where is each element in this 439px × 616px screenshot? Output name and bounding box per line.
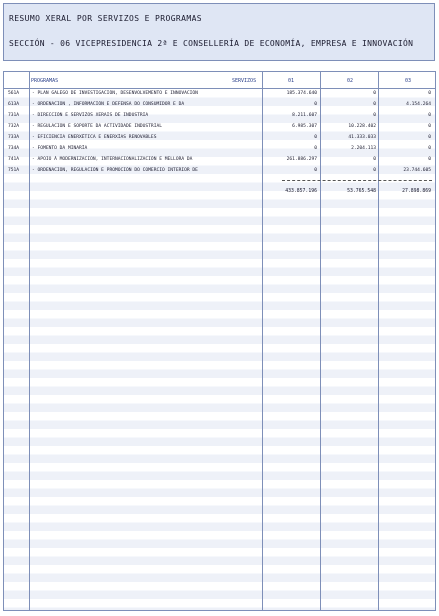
row-value-02: 2.204.113 <box>351 146 376 151</box>
row-value-02: 0 <box>373 168 376 173</box>
row-description: - APOIO Á MODERNIZACIÓN, INTERNACIONALIZACIÓN E MELLORA DA <box>32 157 193 162</box>
totals-row <box>4 188 435 196</box>
row-code: 613A <box>8 102 20 107</box>
table-row <box>4 156 435 164</box>
header-col-02: 02 <box>347 78 354 84</box>
row-description: - PLAN GALEGO DE INVESTIGACIÓN, DESENVOLVEMENTO E INNOVACIÓN <box>32 91 198 96</box>
row-value-03: 0 <box>428 124 431 129</box>
row-value-01: 185.374.640 <box>286 91 317 96</box>
row-description: - EFICIENCIA ENERXÉTICA E ENERXÍAS RENOVABLES <box>32 135 157 140</box>
header-servizos: SERVIZOS <box>232 78 257 84</box>
total-02: 53.765.548 <box>347 189 376 194</box>
row-value-02: 0 <box>373 91 376 96</box>
table-row <box>4 112 435 120</box>
row-value-01: 8.211.607 <box>292 113 317 118</box>
table-row <box>4 145 435 153</box>
row-value-03: 0 <box>428 91 431 96</box>
row-code: 732A <box>8 124 20 129</box>
row-code: 741A <box>8 157 20 162</box>
header-box <box>3 3 435 61</box>
row-value-03: 0 <box>428 113 431 118</box>
row-value-03: 4.154.264 <box>406 102 431 107</box>
table-row <box>4 90 435 98</box>
total-01: 433.857.196 <box>285 189 317 194</box>
row-code: 561A <box>8 91 20 96</box>
row-value-02: 0 <box>373 157 376 162</box>
header-col-03: 03 <box>405 78 412 84</box>
row-value-01: 0 <box>314 135 317 140</box>
totals-divider <box>282 180 432 181</box>
report-title: RESUMO XERAL POR SERVIZOS E PROGRAMAS <box>9 14 203 23</box>
total-03: 27.898.869 <box>402 189 431 194</box>
table-row <box>4 134 435 142</box>
row-value-02: 0 <box>373 113 376 118</box>
row-value-03: 23.744.605 <box>403 168 431 173</box>
row-value-03: 0 <box>428 157 431 162</box>
row-code: 751A <box>8 168 20 173</box>
row-description: - FOMENTO DA MINARÍA <box>32 146 88 151</box>
row-code: 731A <box>8 113 20 118</box>
row-value-02: 41.333.033 <box>348 135 376 140</box>
section-title: SECCIÓN - 06 VICEPRESIDENCIA 2ª E CONSELLERÍA DE ECONOMÍA, EMPRESA E INNOVACIÓN <box>9 39 414 48</box>
row-value-01: 0 <box>314 102 317 107</box>
row-description: - ORDENACIÓN , INFORMACIÓN E DEFENSA DO CONSUMIDOR E DA <box>32 102 185 107</box>
header-programas: PROGRAMAS <box>31 78 59 84</box>
row-code: 733A <box>8 135 20 140</box>
row-value-03: 0 <box>428 146 431 151</box>
header-col-01: 01 <box>288 78 295 84</box>
row-description: - DIRECCIÓN E SERVIZOS XERAIS DE INDUSTRIA <box>32 113 149 118</box>
table-row <box>4 167 435 175</box>
table-row <box>4 123 435 131</box>
row-value-01: 0 <box>314 146 317 151</box>
row-value-02: 0 <box>373 102 376 107</box>
row-value-03: 0 <box>428 135 431 140</box>
row-code: 734A <box>8 146 20 151</box>
budget-table <box>3 71 436 611</box>
row-value-01: 261.886.297 <box>286 157 317 162</box>
row-value-01: 6.985.307 <box>292 124 317 129</box>
row-description: - ORDENACIÓN, REGULACIÓN E PROMOCIÓN DO COMERCIO INTERIOR DE <box>32 168 198 173</box>
row-value-02: 10.228.402 <box>348 124 376 129</box>
row-value-01: 0 <box>314 168 317 173</box>
table-row <box>4 101 435 109</box>
table-header <box>4 72 435 89</box>
row-description: - REGULACIÓN E SOPORTE DA ACTIVIDADE INDUSTRIAL <box>32 124 162 129</box>
